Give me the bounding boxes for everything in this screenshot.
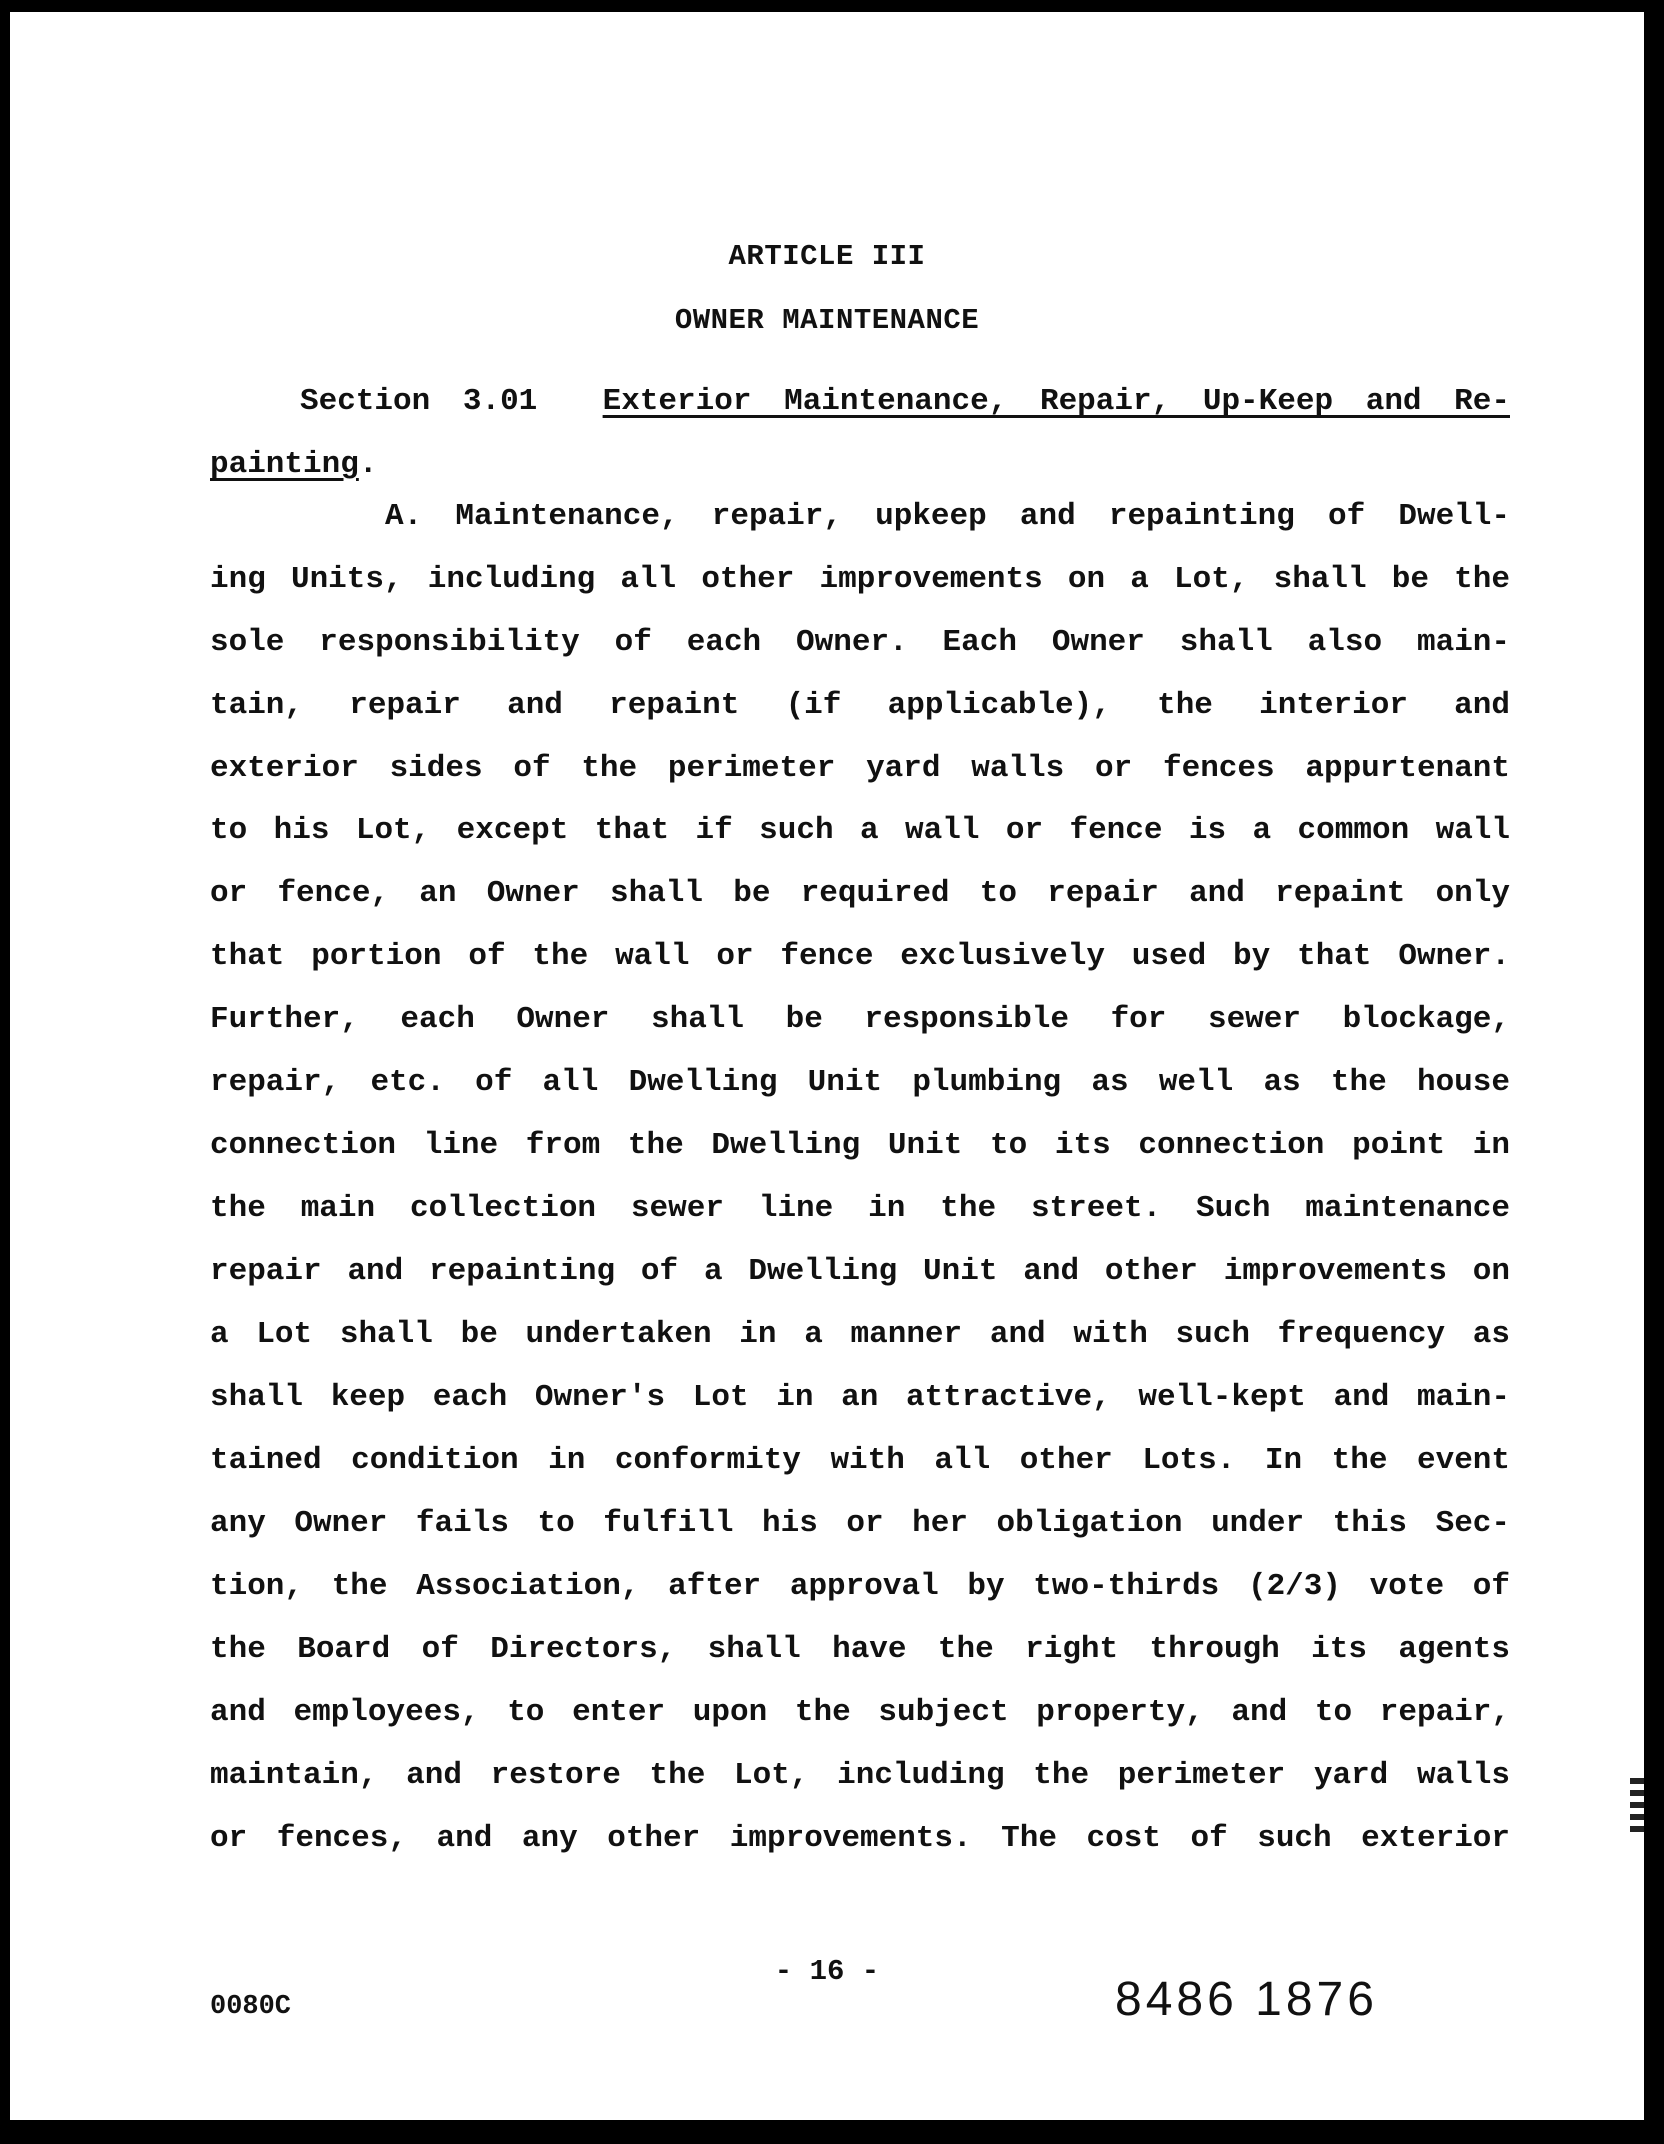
paragraph-line: sole responsibility of each Owner. Each Owner shall also main- [210, 625, 1510, 660]
binding-edge-mark [1630, 1772, 1644, 1832]
article-heading: ARTICLE III [728, 240, 926, 273]
stamp-number: 8486 1876 [1115, 1973, 1378, 2026]
page-number: - 16 - [774, 1955, 880, 1988]
paragraph-line: connection line from the Dwelling Unit to its connection point in [210, 1128, 1510, 1163]
paragraph-line: a Lot shall be undertaken in a manner and with such frequency as [210, 1317, 1510, 1352]
paragraph-line: maintain, and restore the Lot, including the perimeter yard walls [210, 1758, 1510, 1793]
paragraph-line: tained condition in conformity with all other Lots. In the event [210, 1443, 1510, 1478]
section-period: . [358, 447, 378, 482]
document-page [10, 12, 1644, 2120]
article-title: OWNER MAINTENANCE [674, 304, 980, 337]
paragraph-line: repair, etc. of all Dwelling Unit plumbing as well as the house [210, 1065, 1510, 1100]
paragraph-line: tain, repair and repaint (if applicable), the interior and [210, 688, 1510, 723]
paragraph-line: the main collection sewer line in the street. Such maintenance [210, 1191, 1510, 1226]
section-number: Section 3.01 [300, 384, 538, 419]
document-code: 0080C [210, 1992, 292, 2022]
paragraph-line: Further, each Owner shall be responsible for sewer blockage, [210, 1002, 1510, 1037]
paragraph-line: the Board of Directors, shall have the right through its agents [210, 1632, 1510, 1667]
paragraph-line: ing Units, including all other improvements on a Lot, shall be the [210, 562, 1510, 597]
section-heading [210, 370, 1510, 496]
paragraph-line: to his Lot, except that if such a wall or fence is a common wall [210, 813, 1510, 848]
paragraph-line: that portion of the wall or fence exclusively used by that Owner. [210, 939, 1510, 974]
paragraph-line: and employees, to enter upon the subject property, and to repair, [210, 1695, 1510, 1730]
section-title: Exterior Maintenance, Repair, Up-Keep and Re-painting [210, 384, 1510, 482]
paragraph-line: exterior sides of the perimeter yard walls or fences appurtenant [210, 751, 1510, 786]
paragraph-line: tion, the Association, after approval by two-thirds (2/3) vote of [210, 1569, 1510, 1604]
paragraph-line: any Owner fails to fulfill his or her obligation under this Sec- [210, 1506, 1510, 1541]
paragraph-line: shall keep each Owner's Lot in an attractive, well-kept and main- [210, 1380, 1510, 1415]
paragraph-line: A. Maintenance, repair, upkeep and repainting of Dwell- [385, 499, 1510, 534]
paragraph-line: repair and repainting of a Dwelling Unit and other improvements on [210, 1254, 1510, 1289]
paragraph-line: or fences, and any other improvements. The cost of such exterior [210, 1821, 1510, 1856]
paragraph-line: or fence, an Owner shall be required to repair and repaint only [210, 876, 1510, 911]
